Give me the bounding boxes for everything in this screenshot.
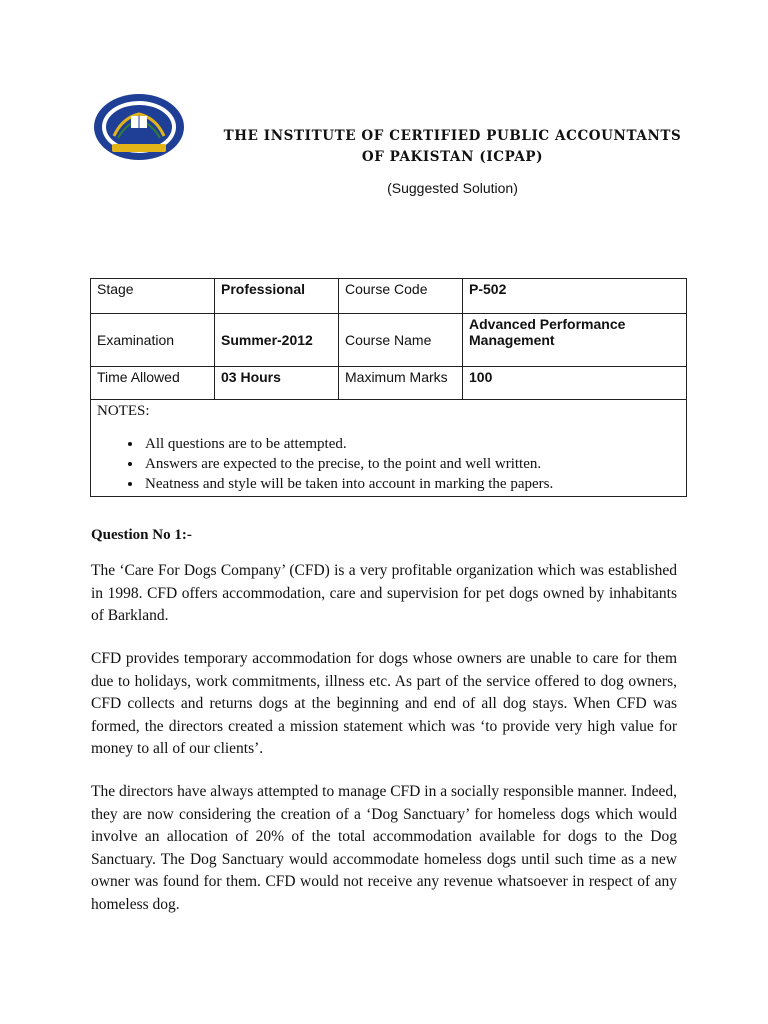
suggested-solution-label: (Suggested Solution) <box>387 180 518 196</box>
course-code-label: Course Code <box>339 279 463 314</box>
examination-value: Summer-2012 <box>215 314 339 367</box>
list-item: • All questions are to be attempted. <box>143 434 680 454</box>
question-paragraph-3: The directors have always attempted to manage CFD in a socially responsible manner. Indeed, they are now considering the creation of a ‘Dog Sanctuary’ for homeless dogs which would involve an allocation of 20% of the total accommodation available for dogs to the Dog Sanctuary. The Dog Sanctuary would accommodate homeless dogs until such time as a new owner was found for them. CFD would not receive any revenue whatsoever in respect of any homeless dog. <box>91 783 677 913</box>
notes-cell <box>91 400 687 497</box>
course-code-value: P-502 <box>463 279 687 314</box>
exam-info-table <box>90 278 687 497</box>
table-row <box>91 314 687 367</box>
stage-value: Professional <box>215 279 339 314</box>
list-item: • Neatness and style will be taken into account in marking the papers. <box>143 474 680 494</box>
notes-row <box>91 400 687 497</box>
question-paragraph-2: CFD provides temporary accommodation for dogs whose owners are unable to care for them due to holidays, work commitments, illness etc. As part of the service offered to dog owners, CFD collects and returns dogs at the beginning and end of all dog stays. When CFD was formed, the directors created a mission statement which was ‘to provide very high value for money to all of our clients’. <box>91 650 677 757</box>
question-paragraph-1: The ‘Care For Dogs Company’ (CFD) is a very profitable organization which was established in 1998. CFD offers accommodation, care and supervision for pet dogs owned by inhabitants of Barkland. <box>91 562 677 624</box>
course-name-label: Course Name <box>339 314 463 367</box>
institute-title <box>200 126 705 168</box>
title-line-2: OF PAKISTAN (ICPAP) <box>361 149 544 165</box>
notes-title: NOTES: <box>97 403 150 419</box>
logo-banner <box>112 144 166 152</box>
time-allowed-label: Time Allowed <box>91 367 215 400</box>
table-row <box>91 279 687 314</box>
title-line-1: THE INSTITUTE OF CERTIFIED PUBLIC ACCOUNTANTS <box>223 128 682 144</box>
examination-label: Examination <box>91 314 215 367</box>
icpap-logo <box>92 92 186 162</box>
maximum-marks-label: Maximum Marks <box>339 367 463 400</box>
stage-label: Stage <box>91 279 215 314</box>
question-heading: Question No 1:- <box>91 527 192 543</box>
table-row <box>91 367 687 400</box>
notes-list <box>97 434 680 494</box>
time-allowed-value: 03 Hours <box>215 367 339 400</box>
maximum-marks-value: 100 <box>463 367 687 400</box>
list-item: • Answers are expected to the precise, to the point and well written. <box>143 454 680 474</box>
course-name-value: Advanced Performance Management <box>463 314 687 367</box>
